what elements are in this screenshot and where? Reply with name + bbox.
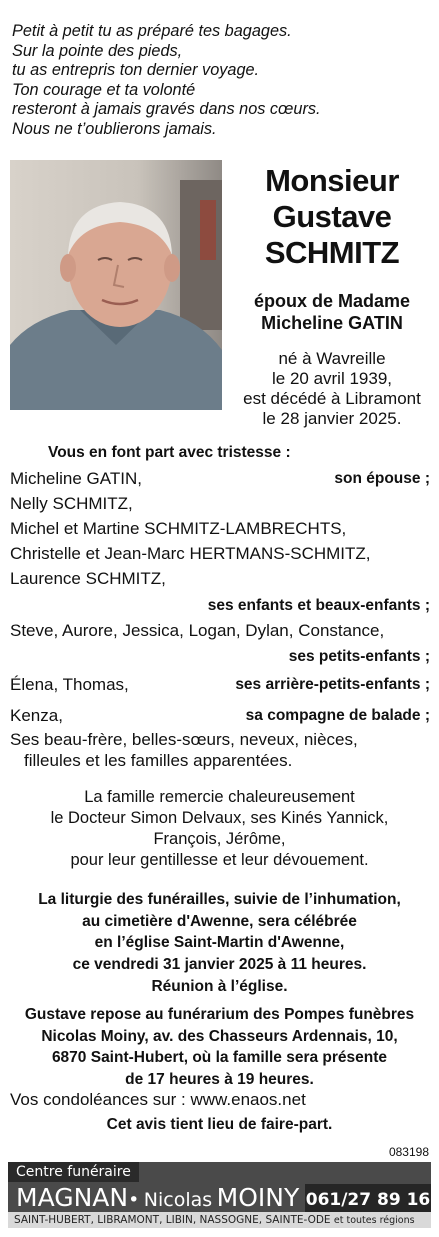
poem-line: Petit à petit tu as préparé tes bagages. xyxy=(12,22,292,40)
liturgy-line: La liturgie des funérailles, suivie de l’inhumation, xyxy=(38,891,401,908)
thanks-line: le Docteur Simon Delvaux, ses Kinés Yannick, xyxy=(50,809,389,827)
death-line: le 28 janvier 2025. xyxy=(262,409,402,428)
family-row: Christelle et Jean-Marc HERTMANS-SCHMITZ, xyxy=(10,544,371,563)
birth-line: le 20 avril 1939, xyxy=(271,369,393,388)
family-row xyxy=(10,705,430,727)
liturgy-line: ce vendredi 31 janvier 2025 à 11 heures. xyxy=(72,955,367,973)
funerarium-line: Gustave repose au funérarium des Pompes funèbres xyxy=(24,1006,415,1023)
brand-magnan: MAGNAN xyxy=(16,1183,129,1212)
funerarium-line: 6870 Saint-Hubert, où la famille sera présente xyxy=(51,1049,388,1066)
condolences-link[interactable]: Vos condoléances sur : www.enaos.net xyxy=(10,1090,306,1109)
poem-line: Sur la pointe des pieds, xyxy=(12,41,183,60)
thanks-section xyxy=(0,787,439,871)
portrait-illustration xyxy=(10,160,222,410)
liturgy-line: en l’église Saint-Martin d'Awenne, xyxy=(94,934,345,951)
family-relation: son épouse ; xyxy=(334,470,430,487)
banner-brand xyxy=(16,1183,299,1212)
family-row: filleules et les familles apparentées. xyxy=(24,751,293,770)
thanks-line: pour leur gentillesse et leur dévouement. xyxy=(70,851,369,869)
birth-line: né à Wavreille xyxy=(278,349,386,368)
poem-line: Nous ne t’oublierons jamais. xyxy=(12,119,217,138)
cities-suffix: et toutes régions xyxy=(333,1215,415,1226)
banner-phone[interactable]: 061/27 89 16 xyxy=(305,1184,431,1216)
family-name: Kenza, xyxy=(10,706,63,725)
brand-nicolas: Nicolas xyxy=(143,1189,213,1211)
funerarium-section xyxy=(0,1004,439,1090)
poem xyxy=(12,22,432,139)
portrait-photo xyxy=(10,160,222,410)
funerarium-line: Nicolas Moiny, av. des Chasseurs Ardennais, 10, xyxy=(41,1027,398,1045)
family-relation: ses arrière-petits-enfants ; xyxy=(235,676,430,693)
thanks-line: François, Jérôme, xyxy=(153,830,286,848)
banner-cities xyxy=(8,1212,431,1228)
liturgy-line: au cimetière d'Awenne, sera célébrée xyxy=(82,912,357,930)
family-name: Élena, Thomas, xyxy=(10,675,129,694)
deceased-info xyxy=(228,163,436,429)
family-intro: Vous en font part avec tristesse : xyxy=(48,444,291,461)
family-relation: ses enfants et beaux-enfants ; xyxy=(207,597,430,614)
spouse-line: époux de Madame xyxy=(253,291,411,311)
family-row: Steve, Aurore, Jessica, Logan, Dylan, Constance, xyxy=(10,621,385,640)
poem-line: tu as entrepris ton dernier voyage. xyxy=(12,61,260,79)
spouse-line: Micheline GATIN xyxy=(261,313,403,333)
title-line: Gustave xyxy=(272,199,392,234)
spouse-info xyxy=(228,290,436,334)
family-row xyxy=(10,468,430,490)
funeral-home-banner xyxy=(8,1162,431,1228)
title-line: Monsieur xyxy=(265,163,399,198)
deceased-title xyxy=(228,163,436,271)
family-relation: sa compagne de balade ; xyxy=(245,707,430,724)
birth-death-info xyxy=(228,349,436,429)
family-row: Nelly SCHMITZ, xyxy=(10,494,133,513)
brand-moiny: MOINY xyxy=(216,1183,300,1212)
liturgy-section xyxy=(0,889,439,975)
thanks-line: La famille remercie chaleureusement xyxy=(84,788,355,806)
family-row: Michel et Martine SCHMITZ-LAMBRECHTS, xyxy=(10,519,347,538)
death-line: est décédé à Libramont xyxy=(243,389,421,408)
family-name: Micheline GATIN, xyxy=(10,469,142,488)
brand-bullet: • xyxy=(128,1189,140,1211)
cities-list: SAINT-HUBERT, LIBRAMONT, LIBIN, NASSOGNE, SAINTE-ODE xyxy=(14,1214,331,1226)
reference-number: 083198 xyxy=(388,1145,429,1159)
funerarium-line: de 17 heures à 19 heures. xyxy=(125,1070,314,1088)
family-relation: ses petits-enfants ; xyxy=(288,648,430,665)
family-row: Laurence SCHMITZ, xyxy=(10,569,166,588)
reunion-note: Réunion à l’église. xyxy=(151,978,288,995)
title-line: SCHMITZ xyxy=(264,235,400,270)
family-row xyxy=(10,674,430,696)
poem-line: resteront à jamais gravés dans nos cœurs. xyxy=(12,100,321,118)
faire-part-note: Cet avis tient lieu de faire-part. xyxy=(106,1116,333,1133)
banner-tag: Centre funéraire xyxy=(8,1162,139,1182)
poem-line: Ton courage et ta volonté xyxy=(12,80,196,99)
family-row: Ses beau-frère, belles-sœurs, neveux, nièces, xyxy=(10,730,358,749)
